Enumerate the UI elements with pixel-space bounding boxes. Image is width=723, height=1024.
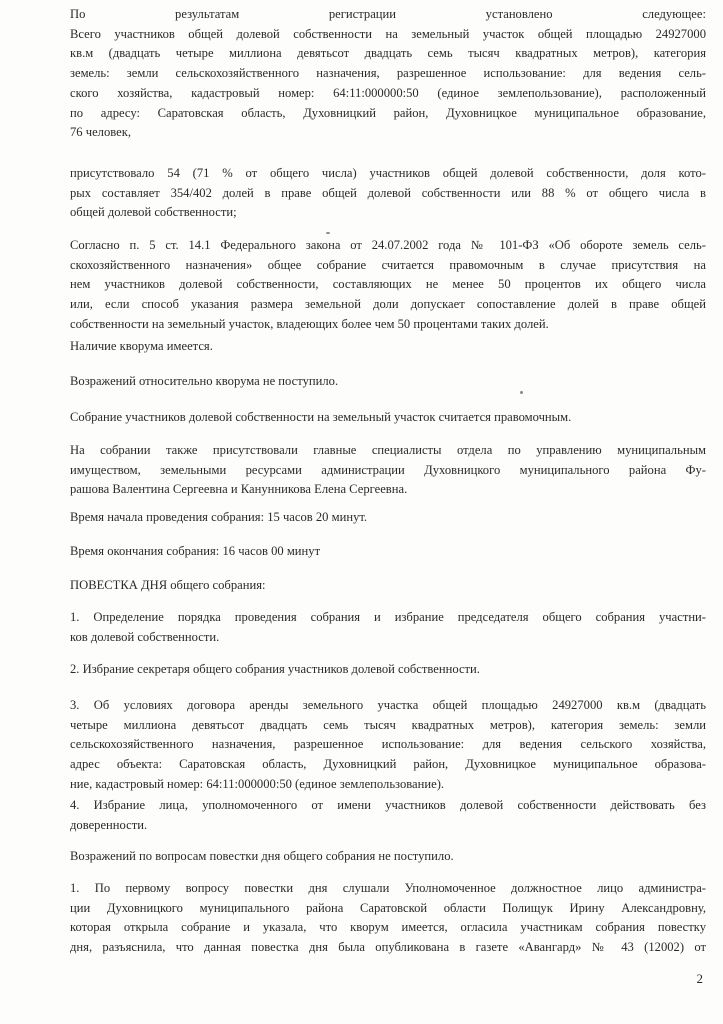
paragraph-no-objections-quorum xyxy=(70,372,706,392)
text-line: Возражений относительно кворума не поступило. xyxy=(70,374,339,388)
paragraph-legal-basis xyxy=(70,236,706,335)
text-line: Собрание участников долевой собственности на земельный участок считается правомочным. xyxy=(70,410,572,424)
text-line: рашова Валентина Сергеевна и Канунникова Елена Сергеевна. xyxy=(70,482,408,497)
text-line: имуществом, земельными ресурсами администрации Духовницкого муниципального района Фу- xyxy=(70,462,706,477)
text-line: нем участников долевой собственности, составляющих не менее 50 процентов их общего числа xyxy=(70,277,706,292)
text-line: На собрании также присутствовали главные специалисты отдела по управлению муниципальным xyxy=(70,443,706,457)
text-line: Время начала проведения собрания: 15 часов 20 минут. xyxy=(70,510,368,524)
text-line: или, если способ указания размера земельной доли допускает сопоставление долей в праве общей xyxy=(70,297,706,312)
text-line: рых составляет 354/402 долей в праве общей долевой собственности или 88 % от общего числа в xyxy=(70,185,706,200)
text-line: кв.м (двадцать четыре миллиона девятьсот двадцать семь тысяч квадратных метров), категория xyxy=(70,46,706,61)
text-line: 76 человек, xyxy=(70,125,131,140)
text-line: ков долевой собственности. xyxy=(70,629,220,644)
text-line: земель: земли сельскохозяйственного назначения, разрешенное использование: для ведения сель- xyxy=(70,66,706,81)
scan-speck xyxy=(326,232,330,234)
text-line: 4. Избрание лица, уполномоченного от имени участников долевой собственности действовать без xyxy=(70,798,706,812)
paragraph-specialists xyxy=(70,441,706,500)
agenda-title xyxy=(70,576,706,596)
paragraph-end-time xyxy=(70,542,706,562)
text-line: По результатам регистрации установлено следующее: xyxy=(70,7,706,21)
text-line: сельскохозяйственного назначения, разрешенное использование: для ведения сельского хозяйства, xyxy=(70,737,706,752)
text-line: дня, разъяснила, что данная повестка дня была опубликована в газете «Авангард» № 43 (12002) от xyxy=(70,940,706,955)
paragraph-start-time xyxy=(70,508,706,528)
paragraph-meeting-valid xyxy=(70,408,706,428)
text-line: Согласно п. 5 ст. 14.1 Федерального закона от 24.07.2002 года № 101-ФЗ «Об обороте земель сель- xyxy=(70,238,706,252)
text-line: адрес объекта: Саратовская область, Духовницкий район, Духовницкое муниципальное образова- xyxy=(70,757,706,772)
paragraph-first-question xyxy=(70,879,706,958)
text-line: 1. Определение порядка проведения собрания и избрание председателя общего собрания участни- xyxy=(70,610,706,624)
text-line: 2. Избрание секретаря общего собрания участников долевой собственности. xyxy=(70,662,480,676)
page-number: 2 xyxy=(696,971,703,986)
text-line: общей долевой собственности; xyxy=(70,205,237,220)
paragraph-no-objections-agenda xyxy=(70,847,706,867)
agenda-item-1 xyxy=(70,608,706,647)
text-line: Наличие кворума имеется. xyxy=(70,339,213,353)
text-line: доверенности. xyxy=(70,817,148,832)
text-line: ние, кадастровый номер: 64:11:000000:50 (единое землепользование). xyxy=(70,776,445,791)
agenda-item-3 xyxy=(70,696,706,795)
agenda-item-4 xyxy=(70,796,706,835)
text-line: Всего участников общей долевой собственности на земельный участок общей площадью 24927000 xyxy=(70,26,706,41)
text-line: ПОВЕСТКА ДНЯ общего собрания: xyxy=(70,578,266,592)
paragraph-attendance xyxy=(70,164,706,223)
text-line: ского хозяйства, кадастровый номер: 64:11:000000:50 (единое землепользование), расположенный xyxy=(70,85,706,100)
text-line: собственности на земельный участок, владеющих более чем 50 процентами таких долей. xyxy=(70,316,549,331)
text-line: четыре миллиона девятьсот двадцать семь тысяч квадратных метров), категория земель: земли xyxy=(70,717,706,732)
text-line: Возражений по вопросам повестки дня общего собрания не поступило. xyxy=(70,849,454,863)
text-line: скохозяйственного назначения» общее собрание считается правомочным в случае присутствия на xyxy=(70,257,706,272)
agenda-item-2 xyxy=(70,660,706,680)
text-line: ции Духовницкого муниципального района Саратовской области Полищук Ирину Александровну, xyxy=(70,900,706,915)
text-line: по адресу: Саратовская область, Духовницкий район, Духовницкое муниципальное образование, xyxy=(70,105,706,120)
text-line: присутствовало 54 (71 % от общего числа) участников общей долевой собственности, доля кото- xyxy=(70,166,706,180)
scan-speck xyxy=(520,391,523,394)
text-line: 3. Об условиях договора аренды земельного участка общей площадью 24927000 кв.м (двадцать xyxy=(70,698,706,712)
paragraph-registration-results xyxy=(70,5,706,143)
paragraph-quorum xyxy=(70,337,706,357)
text-line: Время окончания собрания: 16 часов 00 минут xyxy=(70,544,321,558)
text-line: 1. По первому вопросу повестки дня слушали Уполномоченное должностное лицо администра- xyxy=(70,881,706,895)
text-line: которая открыла собрание и указала, что кворум имеется, огласила участникам собрания повестку xyxy=(70,920,706,935)
document-page xyxy=(70,0,710,1024)
